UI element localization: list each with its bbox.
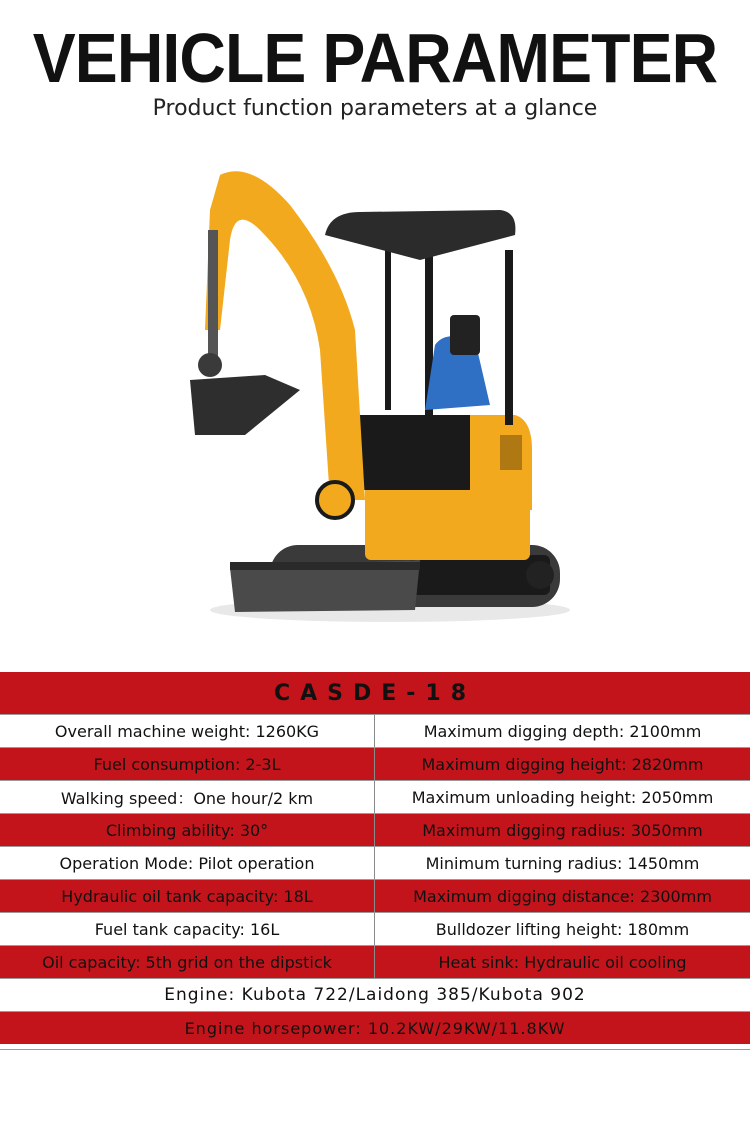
spec-cell: Operation Mode: Pilot operation — [0, 847, 375, 879]
spec-cell: Bulldozer lifting height: 180mm — [435, 919, 690, 939]
cab-roof — [325, 210, 515, 260]
spec-cell: Hydraulic oil tank capacity: 18L — [0, 880, 375, 912]
table-row — [0, 813, 750, 846]
model-header — [0, 672, 750, 714]
bucket — [190, 375, 300, 435]
table-row — [0, 780, 750, 813]
spec-table — [0, 672, 750, 1044]
table-row — [0, 714, 750, 747]
table-bottom-border — [0, 1049, 750, 1050]
spec-cell: Walking speed：One hour/2 km — [0, 781, 375, 813]
spec-cell: Heat sink: Hydraulic oil cooling — [438, 952, 687, 972]
spec-cell: Maximum digging depth: 2100mm — [423, 721, 702, 741]
table-row — [0, 912, 750, 945]
table-row-engine — [0, 978, 750, 1011]
spec-cell: Oil capacity: 5th grid on the dipstick — [0, 946, 375, 978]
table-row — [0, 846, 750, 879]
table-row — [0, 747, 750, 780]
spec-cell: Maximum digging distance: 2300mm — [413, 886, 712, 906]
spec-cell: Maximum unloading height: 2050mm — [411, 787, 714, 807]
spec-cell: Maximum digging height: 2820mm — [421, 754, 704, 774]
horsepower-spec: Engine horsepower: 10.2KW/29KW/11.8KW — [184, 1018, 566, 1038]
table-row — [0, 879, 750, 912]
engine-spec: Engine: Kubota 722/Laidong 385/Kubota 902 — [164, 985, 586, 1005]
page-title: VEHICLE PARAMETER — [32, 19, 718, 97]
spec-cell: Minimum turning radius: 1450mm — [425, 853, 700, 873]
model-name: CASDE-18 — [273, 680, 477, 706]
page-subtitle: Product function parameters at a glance — [152, 96, 598, 121]
table-row — [0, 945, 750, 978]
mini-excavator-photo — [170, 150, 570, 630]
spec-cell: Overall machine weight: 1260KG — [0, 715, 375, 747]
spec-cell: Climbing ability: 30° — [0, 814, 375, 846]
spec-cell: Fuel tank capacity: 16L — [0, 913, 375, 945]
spec-cell: Fuel consumption: 2-3L — [0, 748, 375, 780]
spec-cell: Maximum digging radius: 3050mm — [422, 820, 703, 840]
table-row-horsepower — [0, 1011, 750, 1044]
